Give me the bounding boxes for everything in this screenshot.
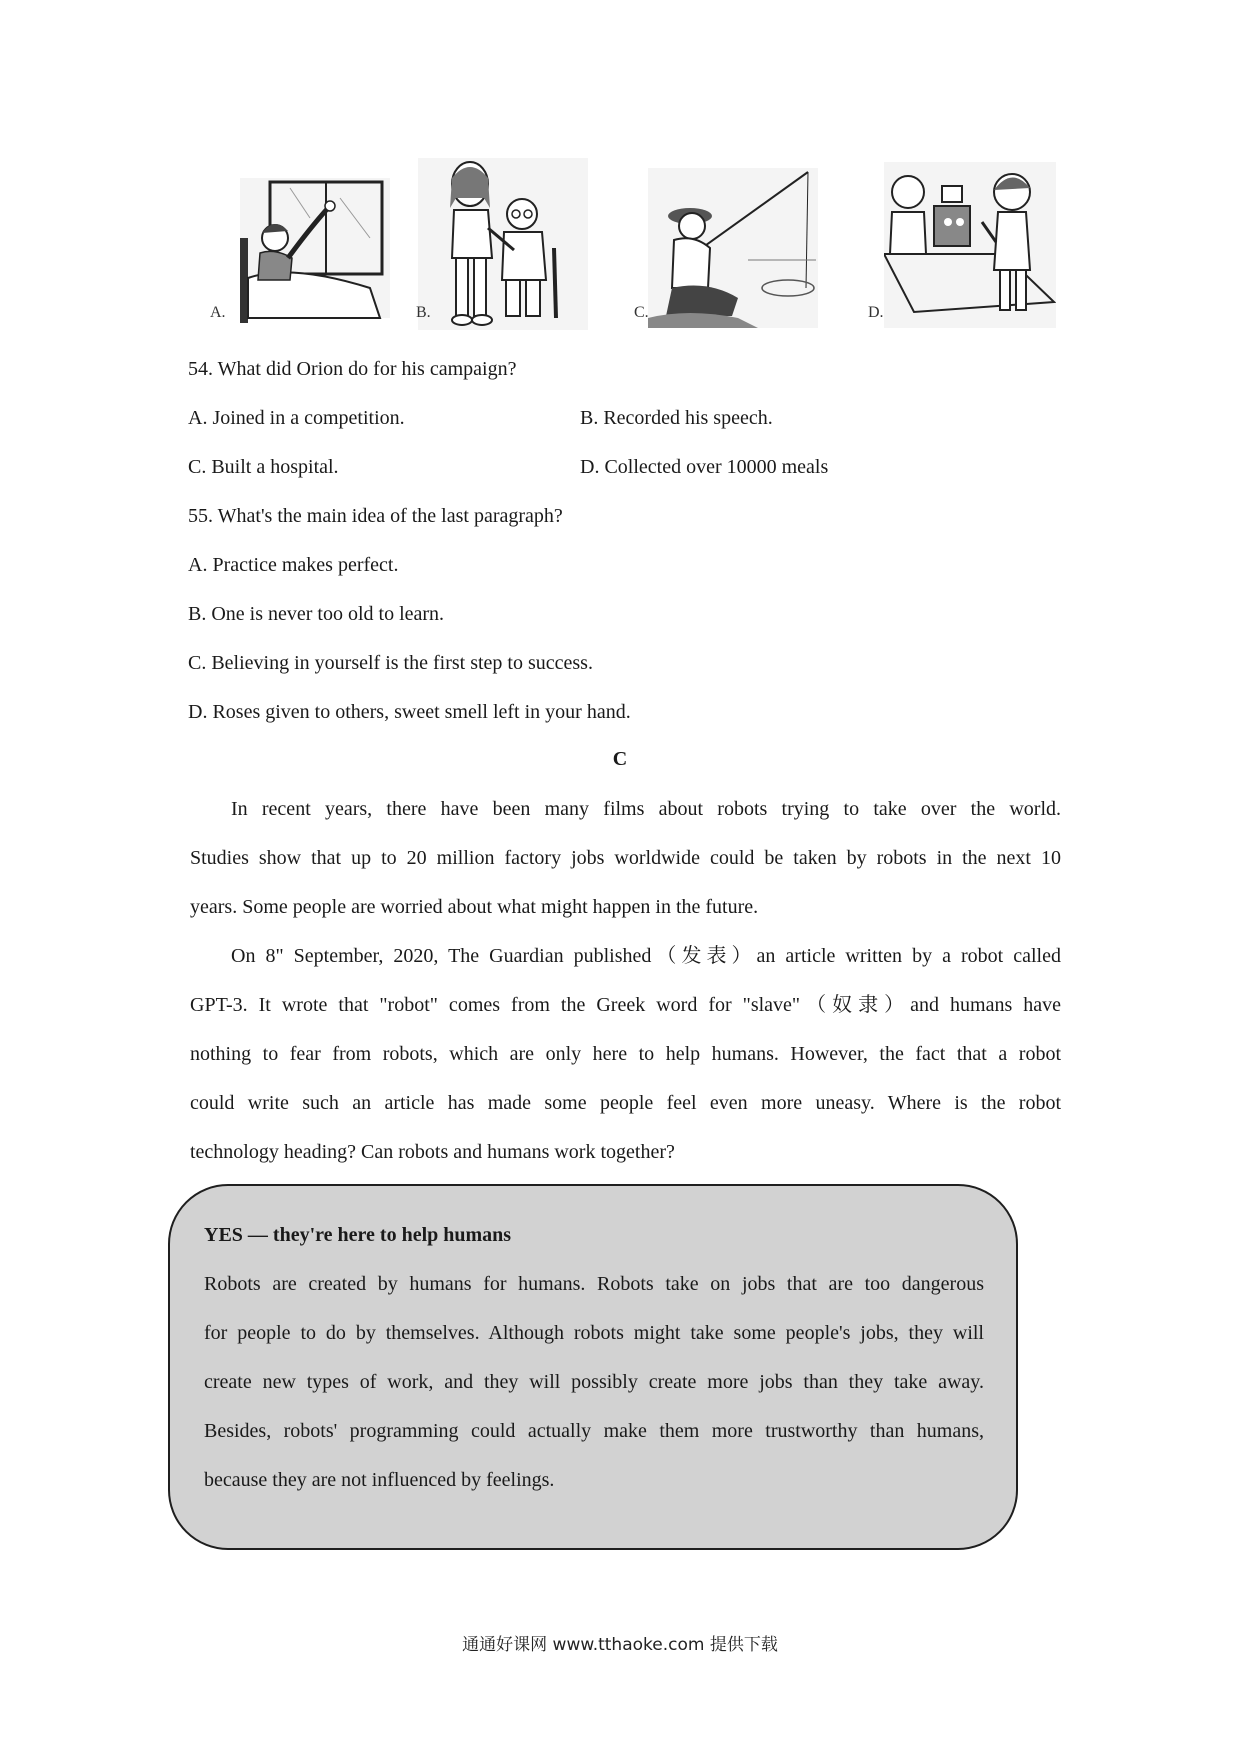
paragraph-line: nothing to fear from robots, which are only here to help humans. However, the fact that a robot (190, 1043, 1061, 1065)
paragraph-line: technology heading? Can robots and humans work together? (190, 1141, 675, 1163)
q54-option-a: A. Joined in a competition. (188, 407, 405, 429)
picture-label-b: B. (416, 304, 431, 321)
picture-label-c: C. (634, 304, 649, 321)
opinion-box-line: create new types of work, and they will possibly create more jobs than they take away. (204, 1371, 984, 1393)
q54-option-d: D. Collected over 10000 meals (580, 456, 829, 478)
picture-d-robot-at-counter (884, 162, 1056, 328)
opinion-box-line: Robots are created by humans for humans. Robots take on jobs that are too dangerous (204, 1273, 984, 1295)
picture-label-d: D. (868, 304, 884, 321)
page-footer: 通通好课网 www.tthaoke.com 提供下载 (462, 1635, 778, 1655)
q55-option-a: A. Practice makes perfect. (188, 554, 399, 576)
opinion-box-line: for people to do by themselves. Although robots might take some people's jobs, they will (204, 1322, 984, 1344)
paragraph-line: years. Some people are worried about what might happen in the future. (190, 896, 759, 918)
paragraph-line: GPT-3. It wrote that "robot" comes from the Greek word for "slave"（奴隶）and humans have (190, 994, 1061, 1016)
picture-label-a: A. (210, 304, 226, 321)
q55-option-c: C. Believing in yourself is the first step to success. (188, 652, 593, 674)
paragraph-line: could write such an article has made some people feel even more uneasy. Where is the robot (190, 1092, 1061, 1114)
picture-b-girl-helping-old-woman (418, 158, 588, 330)
question-54: 54. What did Orion do for his campaign? (188, 358, 517, 380)
picture-c-boy-fishing (648, 168, 818, 328)
q55-option-b: B. One is never too old to learn. (188, 603, 445, 625)
q54-option-c: C. Built a hospital. (188, 456, 339, 478)
question-55: 55. What's the main idea of the last paragraph? (188, 505, 563, 527)
q55-option-d: D. Roses given to others, sweet smell left in your hand. (188, 701, 631, 723)
q54-option-b: B. Recorded his speech. (580, 407, 773, 429)
paragraph-line: In recent years, there have been many films about robots trying to take over the world. (231, 798, 1061, 820)
paragraph-line: Studies show that up to 20 million factory jobs worldwide could be taken by robots in the next 10 (190, 847, 1061, 869)
opinion-box-line: because they are not influenced by feelings. (204, 1469, 555, 1491)
paragraph-line: On 8" September, 2020, The Guardian published（发表）an article written by a robot called (231, 945, 1061, 967)
opinion-box-title: YES — they're here to help humans (204, 1224, 512, 1246)
picture-a-sick-man-in-bed (230, 168, 390, 328)
section-heading: C (612, 748, 628, 770)
opinion-box-line: Besides, robots' programming could actually make them more trustworthy than humans, (204, 1420, 984, 1442)
